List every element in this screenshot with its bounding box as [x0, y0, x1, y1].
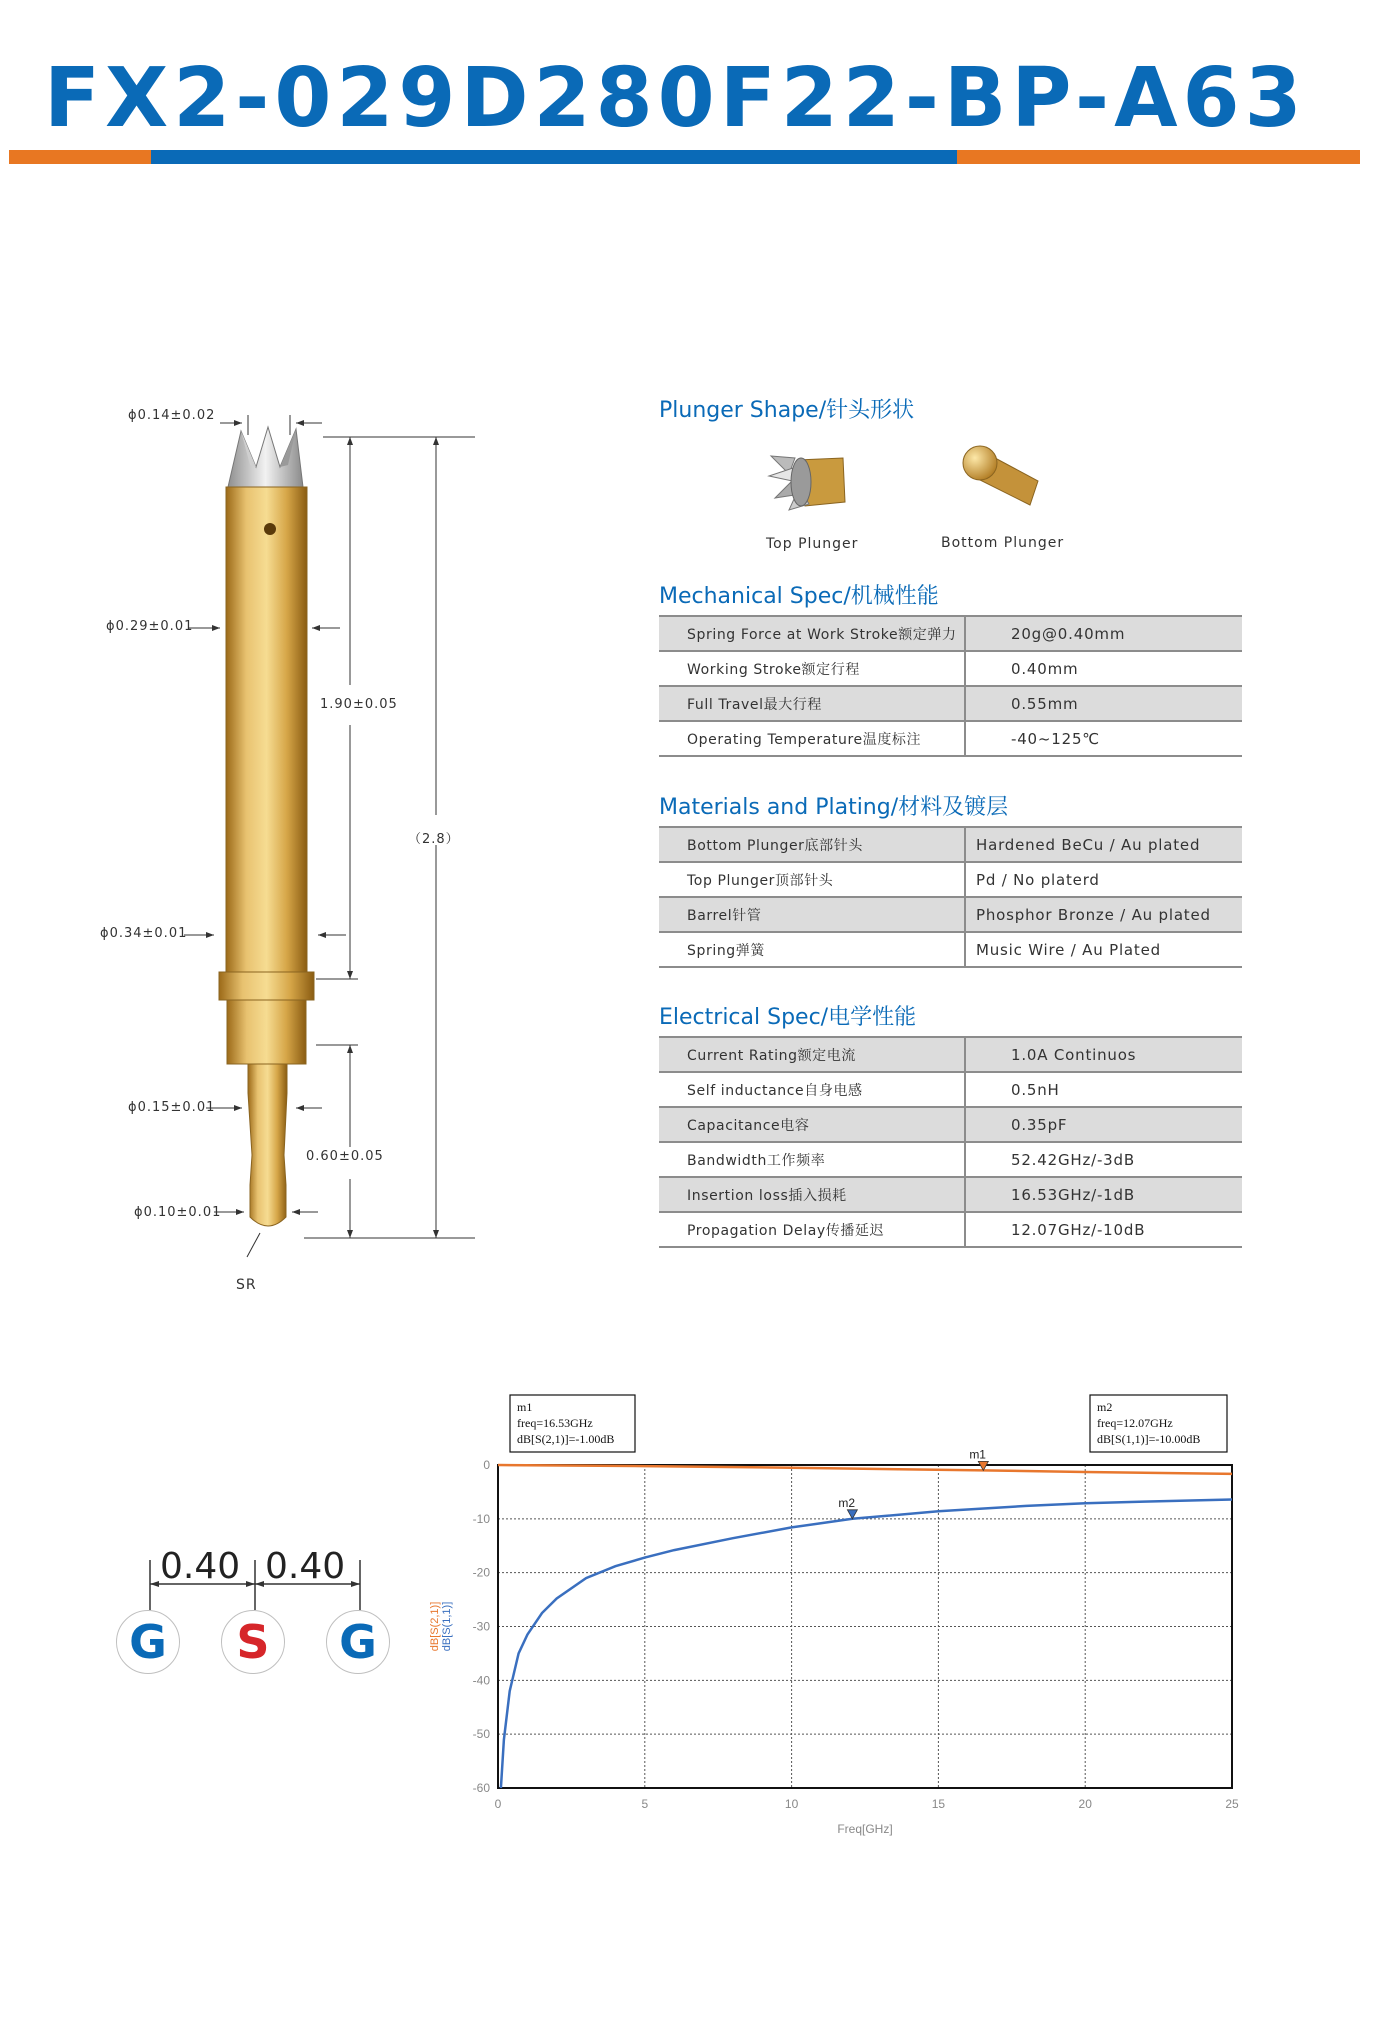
top-plunger-image — [767, 444, 847, 518]
table-row — [659, 1212, 1242, 1247]
table-row — [659, 932, 1242, 967]
spec-key: Operating Temperature温度标注 — [659, 721, 965, 756]
marker-box-text: dB[S(2,1)]=-1.00dB — [517, 1432, 615, 1446]
spec-value: 0.40mm — [965, 651, 1242, 686]
dim-total-length: （2.8） — [408, 832, 460, 847]
y-tick-label: -60 — [472, 1781, 490, 1795]
pin-ground-left: G — [116, 1610, 180, 1674]
materials-table — [659, 826, 1242, 968]
spec-value: 0.55mm — [965, 686, 1242, 721]
table-row — [659, 862, 1242, 897]
spec-key: Working Stroke额定行程 — [659, 651, 965, 686]
table-row — [659, 721, 1242, 756]
title-rule — [9, 150, 1360, 164]
spec-value: -40~125℃ — [965, 721, 1242, 756]
table-row — [659, 897, 1242, 932]
x-tick-label: 15 — [931, 1797, 946, 1811]
x-axis-label: Freq[GHz] — [837, 1822, 893, 1836]
spec-key: Current Rating额定电流 — [659, 1037, 965, 1072]
table-row — [659, 651, 1242, 686]
pitch-label-1: 0.40 — [160, 1546, 241, 1587]
rule-orange-left — [9, 150, 151, 164]
y-axis-label-s21: dB[S(2,1)] — [429, 1601, 441, 1652]
marker-box-text: freq=12.07GHz — [1097, 1416, 1173, 1430]
lower-barrel — [227, 1000, 306, 1064]
rule-orange-right — [957, 150, 1360, 164]
page-title: FX2-029D280F22-BP-A63 — [44, 51, 1307, 146]
spec-value: 0.35pF — [965, 1107, 1242, 1142]
top-plunger-crown — [228, 427, 303, 487]
rule-blue — [151, 150, 957, 164]
mechanical-table — [659, 615, 1242, 757]
series-line-s11 — [501, 1500, 1232, 1789]
spec-value: Pd / No platerd — [965, 862, 1242, 897]
y-axis-label-s11: dB[S(1,1)] — [441, 1601, 453, 1652]
spec-key: Self inductance自身电感 — [659, 1072, 965, 1107]
x-tick-label: 20 — [1078, 1797, 1092, 1811]
marker-label-m2: m2 — [838, 1495, 856, 1510]
barrel-hole — [264, 523, 276, 535]
spec-value: Music Wire / Au Plated — [965, 932, 1242, 967]
dim-bottom-length: 0.60±0.05 — [306, 1149, 384, 1164]
spec-value: 0.5nH — [965, 1072, 1242, 1107]
marker-box-text: m1 — [517, 1400, 533, 1414]
table-row — [659, 1037, 1242, 1072]
y-tick-label: -20 — [472, 1565, 490, 1580]
y-tick-label: -10 — [472, 1511, 490, 1526]
s-parameter-chart — [420, 1390, 1250, 1850]
table-row — [659, 1177, 1242, 1212]
dim-barrel-length: 1.90±0.05 — [320, 697, 398, 712]
bottom-plunger-image — [960, 441, 1040, 507]
top-plunger-label: Top Plunger — [766, 536, 859, 552]
spec-key: Barrel针管 — [659, 897, 965, 932]
spec-key: Spring Force at Work Stroke额定弹力 — [659, 616, 965, 651]
series-line-s21 — [498, 1465, 1232, 1474]
bottom-plunger-label: Bottom Plunger — [941, 535, 1065, 551]
spec-key: Insertion loss插入损耗 — [659, 1177, 965, 1212]
electrical-table — [659, 1036, 1242, 1248]
spec-value: 1.0A Continuos — [965, 1037, 1242, 1072]
table-row — [659, 1107, 1242, 1142]
table-row — [659, 616, 1242, 651]
table-row — [659, 686, 1242, 721]
pin-ground-right: G — [326, 1610, 390, 1674]
x-tick-label: 25 — [1225, 1797, 1239, 1811]
y-tick-label: -50 — [472, 1727, 490, 1742]
table-row — [659, 1072, 1242, 1107]
x-tick-label: 0 — [494, 1797, 502, 1811]
spec-key: Spring弹簧 — [659, 932, 965, 967]
probe-drawing — [90, 395, 480, 1325]
spec-value: Phosphor Bronze / Au plated — [965, 897, 1242, 932]
electrical-heading: Electrical Spec/电学性能 — [659, 1005, 917, 1030]
x-tick-label: 5 — [641, 1797, 649, 1811]
marker-label-m1: m1 — [969, 1447, 986, 1462]
y-tick-label: -30 — [472, 1619, 490, 1634]
dim-collar: ϕ0.34±0.01 — [100, 926, 188, 941]
dim-barrel: ϕ0.29±0.01 — [106, 619, 194, 634]
spec-value: 20g@0.40mm — [965, 616, 1242, 651]
table-row — [659, 1142, 1242, 1177]
plot-frame — [498, 1465, 1232, 1788]
marker-box-text: freq=16.53GHz — [517, 1416, 593, 1430]
spec-key: Full Travel最大行程 — [659, 686, 965, 721]
dim-neck: ϕ0.15±0.01 — [128, 1100, 216, 1115]
collar — [219, 972, 314, 1000]
barrel — [226, 487, 307, 972]
marker-box-text: dB[S(1,1)]=-10.00dB — [1097, 1432, 1201, 1446]
materials-heading: Materials and Plating/材料及镀层 — [659, 795, 1009, 820]
dim-bottom-tip: ϕ0.10±0.01 — [134, 1205, 222, 1220]
spec-value: Hardened BeCu / Au plated — [965, 827, 1242, 862]
spec-key: Propagation Delay传播延迟 — [659, 1212, 965, 1247]
pitch-label-2: 0.40 — [265, 1546, 346, 1587]
spec-key: Bottom Plunger底部针头 — [659, 827, 965, 862]
x-tick-label: 10 — [784, 1797, 799, 1811]
spec-value: 12.07GHz/-10dB — [965, 1212, 1242, 1247]
pin-signal: S — [221, 1610, 285, 1674]
dim-sr: SR — [236, 1277, 257, 1293]
plunger-shape-heading: Plunger Shape/针头形状 — [659, 398, 915, 423]
table-row — [659, 827, 1242, 862]
spec-value: 52.42GHz/-3dB — [965, 1142, 1242, 1177]
spec-value: 16.53GHz/-1dB — [965, 1177, 1242, 1212]
spec-key: Capacitance电容 — [659, 1107, 965, 1142]
y-tick-label: 0 — [483, 1458, 490, 1472]
spec-key: Bandwidth工作频率 — [659, 1142, 965, 1177]
mechanical-heading: Mechanical Spec/机械性能 — [659, 584, 939, 609]
y-tick-label: -40 — [472, 1673, 490, 1688]
marker-box-text: m2 — [1097, 1400, 1113, 1414]
dim-top-tip: ϕ0.14±0.02 — [128, 408, 216, 423]
bottom-plunger — [248, 1064, 287, 1226]
spec-key: Top Plunger顶部针头 — [659, 862, 965, 897]
